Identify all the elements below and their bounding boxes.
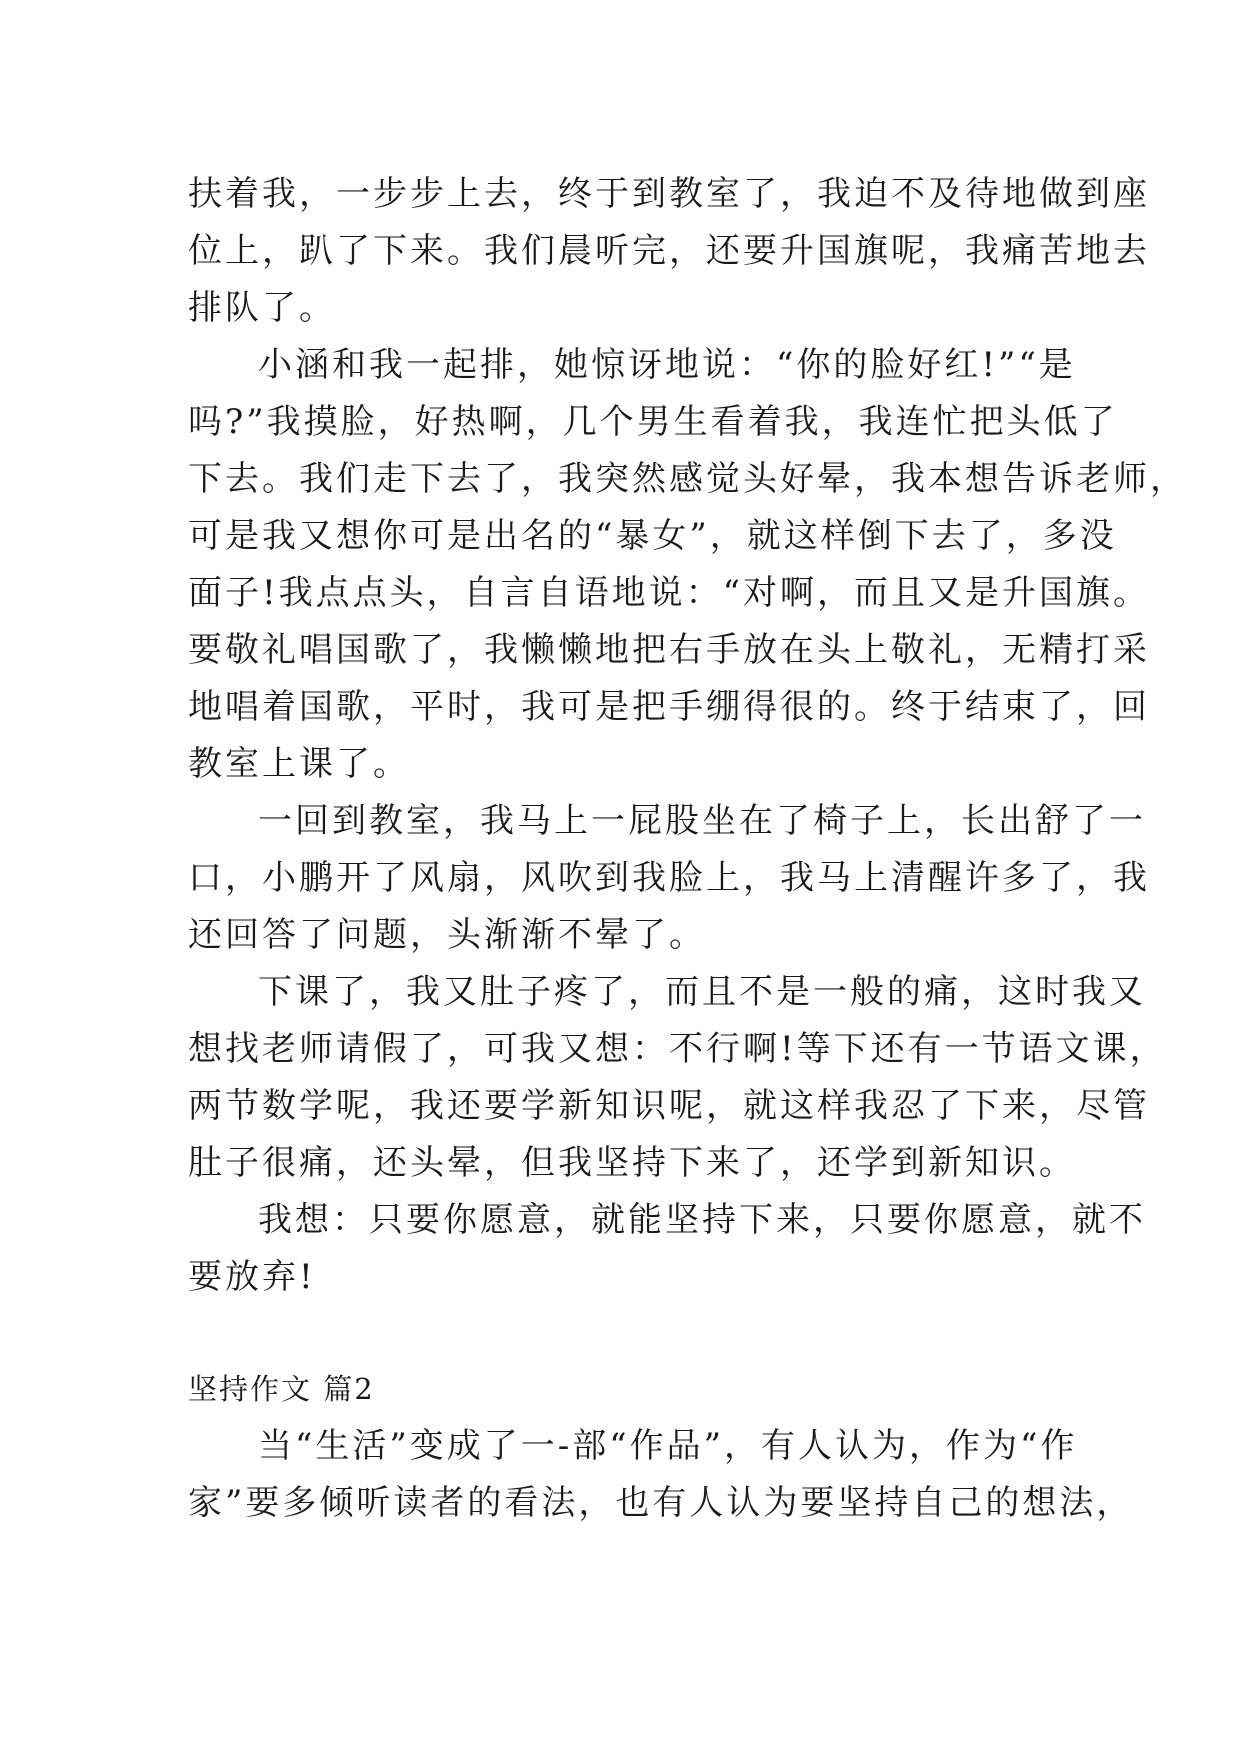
paragraph <box>188 1418 1134 1532</box>
paragraph <box>188 166 1150 337</box>
text-line: 下课了，我又肚子疼了，而且不是一般的痛，这时我又 <box>258 972 1146 1012</box>
text-line: 要放弃! <box>188 1257 316 1297</box>
text-line: 小涵和我一起排，她惊讶地说：“你的脸好红!”“是 <box>258 345 1076 385</box>
essay-1-body <box>188 166 1187 1306</box>
essay-2-heading: 坚持作文 篇2 <box>188 1372 375 1406</box>
text-line: 地唱着国歌，平时，我可是把手绷得很的。终于结束了，回 <box>188 687 1150 727</box>
text-line: 要敬礼唱国歌了，我懒懒地把右手放在头上敬礼，无精打采 <box>188 630 1150 670</box>
text-line: 肚子很痛，还头晕，但我坚持下来了，还学到新知识。 <box>188 1143 1076 1183</box>
paragraph <box>188 964 1167 1192</box>
text-line: 想找老师请假了，可我又想：不行啊!等下还有一节语文课， <box>188 1029 1167 1069</box>
text-line: 下去。我们走下去了，我突然感觉头好晕，我本想告诉老师， <box>188 459 1187 499</box>
paragraph <box>188 793 1150 964</box>
text-line: 两节数学呢，我还要学新知识呢，就这样我忍了下来，尽管 <box>188 1086 1150 1126</box>
text-line: 还回答了问题，头渐渐不晕了。 <box>188 915 706 955</box>
text-line: 家”要多倾听读者的看法，也有人认为要坚持自己的想法， <box>188 1483 1134 1523</box>
text-line: 口，小鹏开了风扇，风吹到我脸上，我马上清醒许多了，我 <box>188 858 1150 898</box>
text-line: 扶着我，一步步上去，终于到教室了，我迫不及待地做到座 <box>188 174 1150 214</box>
document-page <box>188 166 1187 1532</box>
text-line: 一回到教室，我马上一屁股坐在了椅子上，长出舒了一 <box>258 801 1146 841</box>
text-line: 当“生活”变成了一-部“作品”，有人认为，作为“作 <box>258 1426 1078 1466</box>
text-line: 可是我又想你可是出名的“暴女”，就这样倒下去了，多没 <box>188 516 1117 556</box>
text-line: 位上，趴了下来。我们晨听完，还要升国旗呢，我痛苦地去 <box>188 231 1150 271</box>
essay-2-body <box>188 1418 1134 1532</box>
text-line: 教室上课了。 <box>188 744 410 784</box>
text-line: 面子!我点点头，自言自语地说：“对啊，而且又是升国旗。 <box>188 573 1151 613</box>
paragraph <box>188 337 1187 793</box>
text-line: 排队了。 <box>188 288 336 328</box>
paragraph <box>188 1192 1146 1306</box>
text-line: 吗?”我摸脸，好热啊，几个男生看着我，我连忙把头低了 <box>188 402 1118 442</box>
text-line: 我想：只要你愿意，就能坚持下来，只要你愿意，就不 <box>258 1200 1146 1240</box>
